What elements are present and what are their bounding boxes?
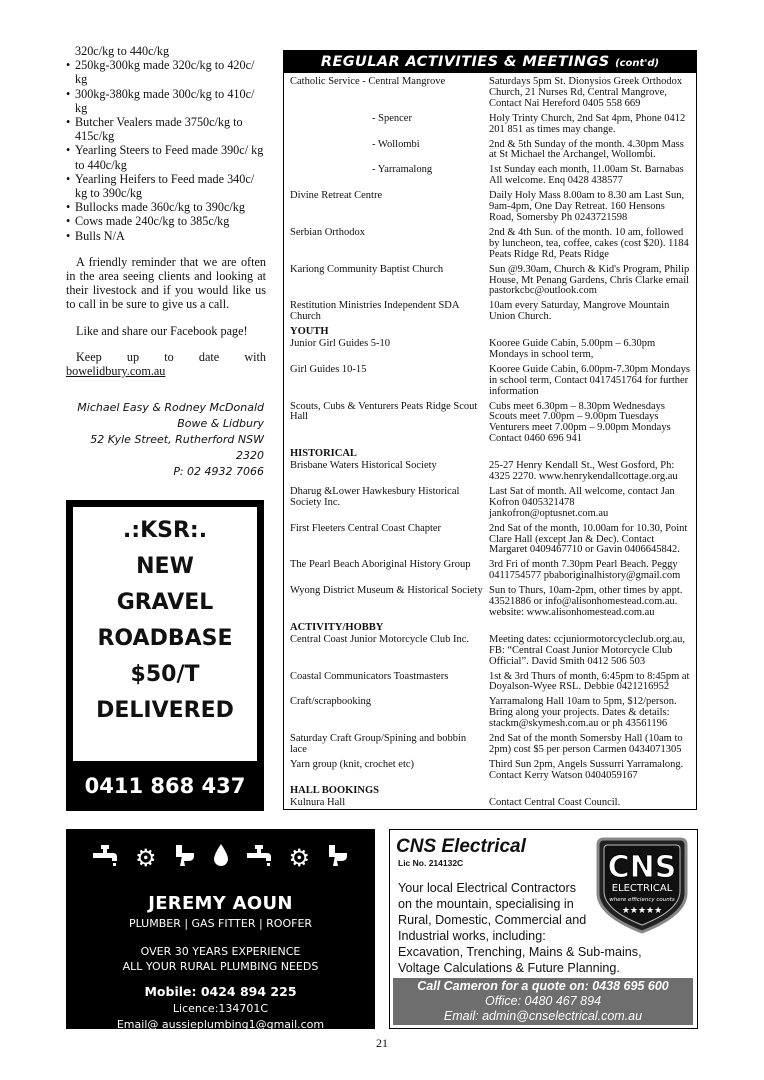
gear-icon: ⚙ (288, 844, 311, 872)
activity-name: The Pearl Beach Aboriginal History Group (290, 559, 471, 571)
activity-detail: Yarramalong Hall 10am to 5pm, $12/person. Bring along your projects. Dates & details: stackm@skymesh.com.au or ph 43561196 (489, 696, 677, 730)
activity-row (290, 114, 692, 136)
signature-company: Bowe & Lidbury (177, 417, 264, 431)
facebook-paragraph: Like and share our Facebook page! (76, 323, 248, 338)
activity-name: Central Coast Junior Motorcycle Club Inc. (290, 633, 470, 645)
activity-name: Kulnura Hall (290, 796, 346, 808)
activity-detail: 3rd Fri of month 7.30pm Pearl Beach. Peggy 0411754577 pbaboriginalhistory@gmail.com (489, 559, 681, 582)
cns-licence: Lic No. 214132C (398, 858, 464, 868)
tap-icon (245, 843, 273, 874)
activities-header (284, 51, 696, 73)
cattle-price-item: • 250kg-300kg made 320c/kg to 420c/ kg (66, 58, 266, 86)
activity-row (290, 734, 692, 756)
activities-title: REGULAR ACTIVITIES & MEETINGS (320, 54, 610, 70)
activity-name: Wyong District Museum & Historical Society (290, 585, 483, 597)
activity-detail: Saturdays 5pm St. Dionysios Greek Orthodox Church, 21 Nurses Rd, Central Mangrove, Contact Nai Hereford 0405 558 669 (489, 76, 683, 109)
cns-electrical-ad (389, 829, 698, 1029)
cattle-price-list (66, 44, 266, 243)
activity-detail: Kooree Guide Cabin, 6.00pm-7.30pm Mondays in school term, Contact 0417451764 for further information (489, 363, 690, 397)
activity-row (290, 228, 692, 261)
cattle-price-item: • 300kg-380kg made 300c/kg to 410c/ kg (66, 87, 266, 115)
cns-description-line: Your local Electrical Contractors (398, 881, 577, 895)
activity-name: - Spencer (372, 112, 412, 124)
plumber-experience-line: ALL YOUR RURAL PLUMBING NEEDS (122, 960, 319, 973)
cattle-price-item: • Bullocks made 360c/kg to 390c/kg (66, 200, 266, 214)
activity-detail: Sun @9.30am, Church & Kid's Program, Philip House, Mt Penang Gardens, Chris Clarke email pastorkcbc@outlook.com (489, 263, 690, 297)
gear-icon: ⚙ (134, 844, 157, 872)
cns-description-line: Excavation, Trenching, Mains & Sub-mains, (398, 945, 642, 959)
activity-detail: Cubs meet 6.30pm – 8.30pm Wednesdays Scouts meet 7.00pm – 9.00pm Tuesdays Venturers meet 7.00pm – 9.00pm Mondays Contact 0460 696 941 (489, 400, 671, 445)
ksr-line: ROADBASE (97, 626, 233, 651)
activity-row (290, 77, 692, 110)
activity-detail: 10am every Saturday, Mangrove Mountain Union Church. (489, 300, 670, 323)
plumber-mobile: Mobile: 0424 894 225 (144, 984, 297, 999)
activity-name: - Wollombi (372, 138, 420, 150)
plumber-icon-row (66, 843, 375, 873)
activity-row (290, 140, 692, 162)
signature-address: 52 Kyle Street, Rutherford NSW 2320 (90, 433, 264, 463)
activity-detail: 2nd & 5th Sunday of the month. 4.30pm Mass at St Michael the Archangel, Wollombi. (489, 138, 684, 161)
cns-description-line: Rural, Domestic, Commercial and (398, 913, 587, 927)
cattle-price-item: • Yearling Heifers to Feed made 340c/ kg to 390c/kg (66, 172, 266, 200)
activity-name: Catholic Service - Central Mangrove (290, 76, 446, 87)
activity-row (290, 191, 692, 224)
plumber-email: Email@ aussieplumbing1@gmail.com (116, 1018, 325, 1031)
activity-detail: Holy Trinty Church, 2nd Sat 4pm, Phone 0412 201 851 as times may change. (489, 112, 686, 135)
activity-name: Saturday Craft Group/Spining and bobbin lace (290, 733, 467, 755)
plumber-name: JEREMY AOUN (148, 893, 293, 914)
ksr-line: GRAVEL (116, 590, 214, 615)
activity-detail: Third Sun 2pm, Angels Sussurri Yarramalong. Contact Kerry Watson 0404059167 (489, 758, 684, 781)
regular-activities-table (283, 50, 697, 810)
cattle-price-item: • Yearling Steers to Feed made 390c/ kg to 440c/kg (66, 143, 266, 171)
activity-detail: Kooree Guide Cabin, 5.00pm – 6.30pm Mondays in school term, (489, 338, 656, 360)
cns-description-line: Voltage Calculations & Future Planning. (398, 961, 620, 975)
cns-description-line: on the mountain, specialising in (398, 897, 574, 911)
activity-detail: 2nd Sat of the month Somersby Hall (10am to 2pm) cost $5 per person Carmen 0434071305 (489, 733, 683, 755)
activity-row (290, 560, 692, 582)
cattle-price-item: • Cows made 240c/kg to 385c/kg (66, 214, 266, 228)
activity-row (290, 672, 692, 694)
activity-name: Dharug &Lower Hawkesbury Historical Society Inc. (290, 485, 460, 508)
section-heading: ACTIVITY/HOBBY (290, 621, 384, 633)
toilet-icon (173, 843, 197, 874)
cattle-price-item: • Butcher Vealers made 3750c/kg to 415c/kg (66, 115, 266, 143)
ksr-line: NEW (136, 554, 194, 579)
plumber-licence: Licence:134701C (172, 1002, 269, 1015)
activities-body (284, 73, 696, 810)
ksr-price: $50/T (130, 662, 200, 687)
ksr-line: DELIVERED (96, 698, 234, 723)
cattle-price-item: • Bulls N/A (66, 229, 266, 243)
section-heading: YOUTH (290, 326, 329, 338)
ksr-brand: .:KSR:. (122, 518, 208, 543)
section-heading: HALL BOOKINGS (290, 784, 379, 796)
ksr-ad-text-panel (73, 507, 257, 761)
activity-name: - Yarramalong (372, 164, 433, 176)
website-prefix: Keep up to date with (76, 349, 266, 364)
cattle-report-column (66, 44, 266, 480)
website-paragraph (66, 350, 266, 378)
activity-detail: 25-27 Henry Kendall St., West Gosford, Ph: 4325 2270. www.henrykendallcottage.org.au (489, 460, 678, 482)
website-link[interactable]: bowelidbury.com.au (66, 364, 166, 379)
signature-phone: P: 02 4932 7066 (173, 465, 264, 479)
activities-title-suffix: (cont'd) (615, 58, 660, 69)
activity-name: Craft/scrapbooking (290, 696, 372, 708)
activity-row (290, 402, 692, 446)
activity-row (290, 798, 692, 809)
activity-detail: Sun to Thurs, 10am-2pm, other times by appt. 43521886 or info@alisonhomestead.com.au. website: www.alisonhomestead.com.au (489, 585, 683, 618)
activity-name: Divine Retreat Centre (290, 190, 383, 202)
activity-name: First Fleeters Central Coast Chapter (290, 522, 442, 534)
activity-detail: 1st & 3rd Thurs of month, 6:45pm to 8:45pm at Doyalson-Wyee RSL. Debbie 0421216952 (489, 670, 690, 693)
activity-detail: Contact Central Coast Council. (489, 796, 621, 808)
activity-row (290, 301, 692, 323)
plumber-experience (66, 944, 375, 974)
plumber-experience-line: OVER 30 YEARS EXPERIENCE (140, 945, 301, 958)
cns-logo-tagline: where efficiency counts (609, 897, 675, 903)
plumber-trades: PLUMBER | GAS FITTER | ROOFER (128, 917, 313, 930)
activity-row (290, 339, 692, 361)
signature-block (66, 400, 266, 480)
cattle-price-item: 320c/kg to 440c/kg (75, 44, 170, 58)
activity-name: Restitution Ministries Independent SDA Church (290, 300, 459, 323)
activity-row (290, 635, 692, 668)
activity-name: Serbian Orthodox (290, 226, 365, 238)
cns-call: Call Cameron for a quote on: 0438 695 600 (417, 979, 669, 993)
activity-name: Kariong Community Baptist Church (290, 263, 444, 275)
cns-logo-text: CNS (607, 850, 677, 885)
activity-name: Yarn group (knit, crochet etc) (290, 758, 415, 770)
activity-row (290, 487, 692, 520)
activity-row (290, 586, 692, 619)
plumber-ad (66, 829, 375, 1029)
activity-detail: 2nd & 4th Sun. of the month. 10 am, followed by luncheon, tea, coffee, cakes (cost $20). 1184 Peats Ridge Rd, Peats Ridge (489, 226, 689, 260)
cns-logo-sub: ELECTRICAL (611, 883, 673, 894)
tap-icon (91, 843, 119, 874)
toilet-icon (326, 843, 350, 874)
cns-logo-stars: ★★★★★ (621, 906, 663, 916)
activity-name: Scouts, Cubs & Venturers Peats Ridge Scout Hall (290, 400, 478, 423)
activity-row (290, 265, 692, 298)
section-heading: HISTORICAL (290, 448, 357, 460)
activity-name: Coastal Communicators Toastmasters (290, 670, 449, 682)
activity-detail: 1st Sunday each month, 11.00am St. Barnabas All welcome. Enq 0428 438577 (489, 164, 684, 187)
activity-row (290, 697, 692, 730)
activity-name: Junior Girl Guides 5-10 (290, 338, 391, 350)
activity-row (290, 165, 692, 187)
page-number: 21 (376, 1036, 388, 1050)
reminder-paragraph: A friendly reminder that we are often in the area seeing clients and looking at their livestock and if you would like us to call in be sure to give us a call. (66, 254, 266, 312)
activity-name: Girl Guides 10-15 (290, 363, 367, 375)
ksr-phone: 0411 868 437 (84, 774, 246, 798)
activity-detail: Daily Holy Mass 8.00am to 8.30 am Last Sun, 9am-4pm, One Day Retreat. 160 Hensons Road, Somersby Ph 0243721598 (489, 190, 685, 223)
water-drop-icon (213, 843, 229, 874)
cns-description (398, 880, 694, 976)
cns-description-line: Industrial works, including: (398, 929, 546, 943)
activity-row (290, 461, 692, 483)
cns-office: Office: 0480 467 894 (484, 994, 602, 1008)
activity-name: Brisbane Waters Historical Society (290, 460, 437, 472)
cns-title: CNS Electrical (396, 836, 526, 857)
activity-row (290, 365, 692, 398)
activity-detail: 2nd Sat of the month, 10.00am for 10.30, Point Clare Hall (except Jan & Dec). Contact Margaret 0409467710 or Gavin 0406645842. (489, 522, 688, 556)
activity-row (290, 524, 692, 557)
activity-row (290, 760, 692, 782)
cns-email: Email: admin@cnselectrical.com.au (443, 1009, 643, 1023)
cns-contact-bar (393, 978, 693, 1025)
ksr-gravel-ad (66, 500, 264, 811)
activity-detail: Meeting dates: ccjuniormotorcycleclub.org.au, FB: “Central Coast Junior Motorcycle Club Official”. David Smith 0412 506 503 (489, 633, 686, 667)
activity-detail: Last Sat of month. All welcome, contact Jan Kofron 0405321478 jankofron@optusnet.com.au (489, 485, 675, 519)
signature-names: Michael Easy & Rodney McDonald (77, 401, 264, 415)
